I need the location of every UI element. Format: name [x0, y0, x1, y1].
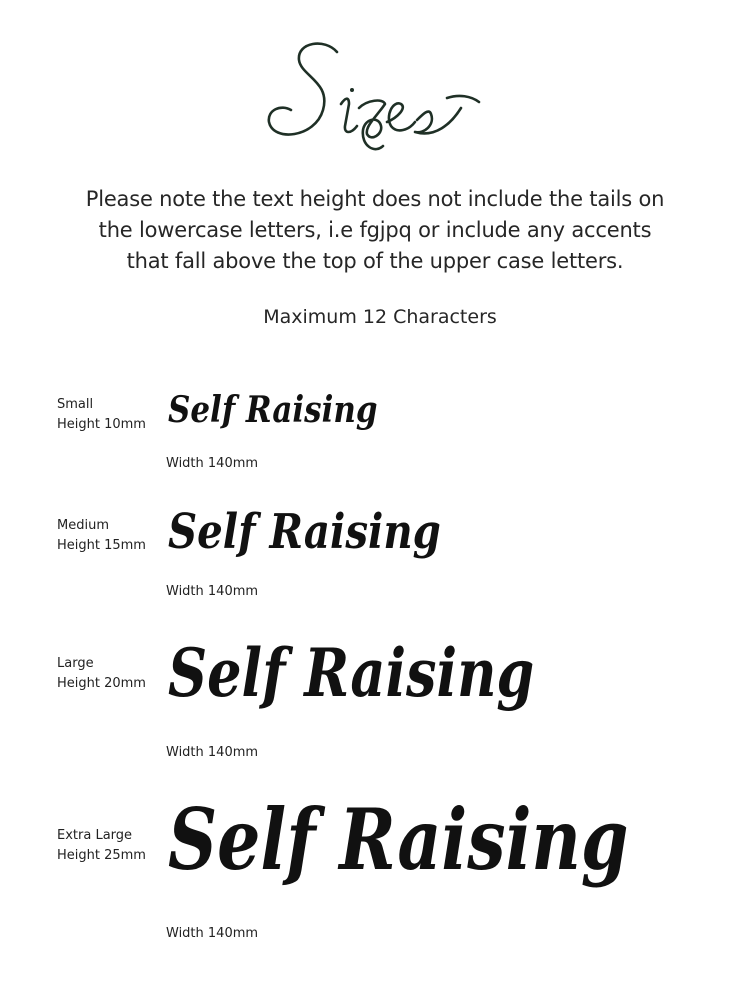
- size-name: Small: [57, 397, 94, 412]
- sample-text-large: Self Raising: [168, 634, 535, 712]
- width-label-extra-large: Width 140mm: [166, 926, 259, 941]
- size-height: Height 10mm: [57, 417, 146, 432]
- size-label-small: [57, 395, 146, 435]
- page-heading: [0, 34, 750, 164]
- size-height: Height 20mm: [57, 676, 146, 691]
- width-label-small: Width 140mm: [166, 456, 259, 471]
- note-line: the lowercase letters, i.e fgjpq or include any accents: [98, 218, 652, 242]
- note-line: Please note the text height does not include the tails on: [85, 187, 665, 211]
- note-line: that fall above the top of the upper case letters.: [126, 249, 624, 273]
- sample-text-extra-large: Self Raising: [168, 790, 629, 889]
- size-name: Medium: [57, 518, 109, 533]
- width-label-large: Width 140mm: [166, 745, 259, 760]
- sample-text-small: Self Raising: [168, 389, 378, 431]
- max-characters-note: Maximum 12 Characters: [263, 306, 497, 328]
- size-name: Extra Large: [57, 828, 133, 843]
- sample-text-medium: Self Raising: [168, 504, 441, 560]
- size-note: [60, 184, 690, 277]
- size-name: Large: [57, 656, 94, 671]
- width-label-medium: Width 140mm: [166, 584, 259, 599]
- size-height: Height 15mm: [57, 538, 146, 553]
- size-label-extra-large: [57, 826, 146, 866]
- heading-script-graphic: [245, 34, 505, 159]
- size-height: Height 25mm: [57, 848, 146, 863]
- size-label-medium: [57, 516, 146, 556]
- size-label-large: [57, 654, 146, 694]
